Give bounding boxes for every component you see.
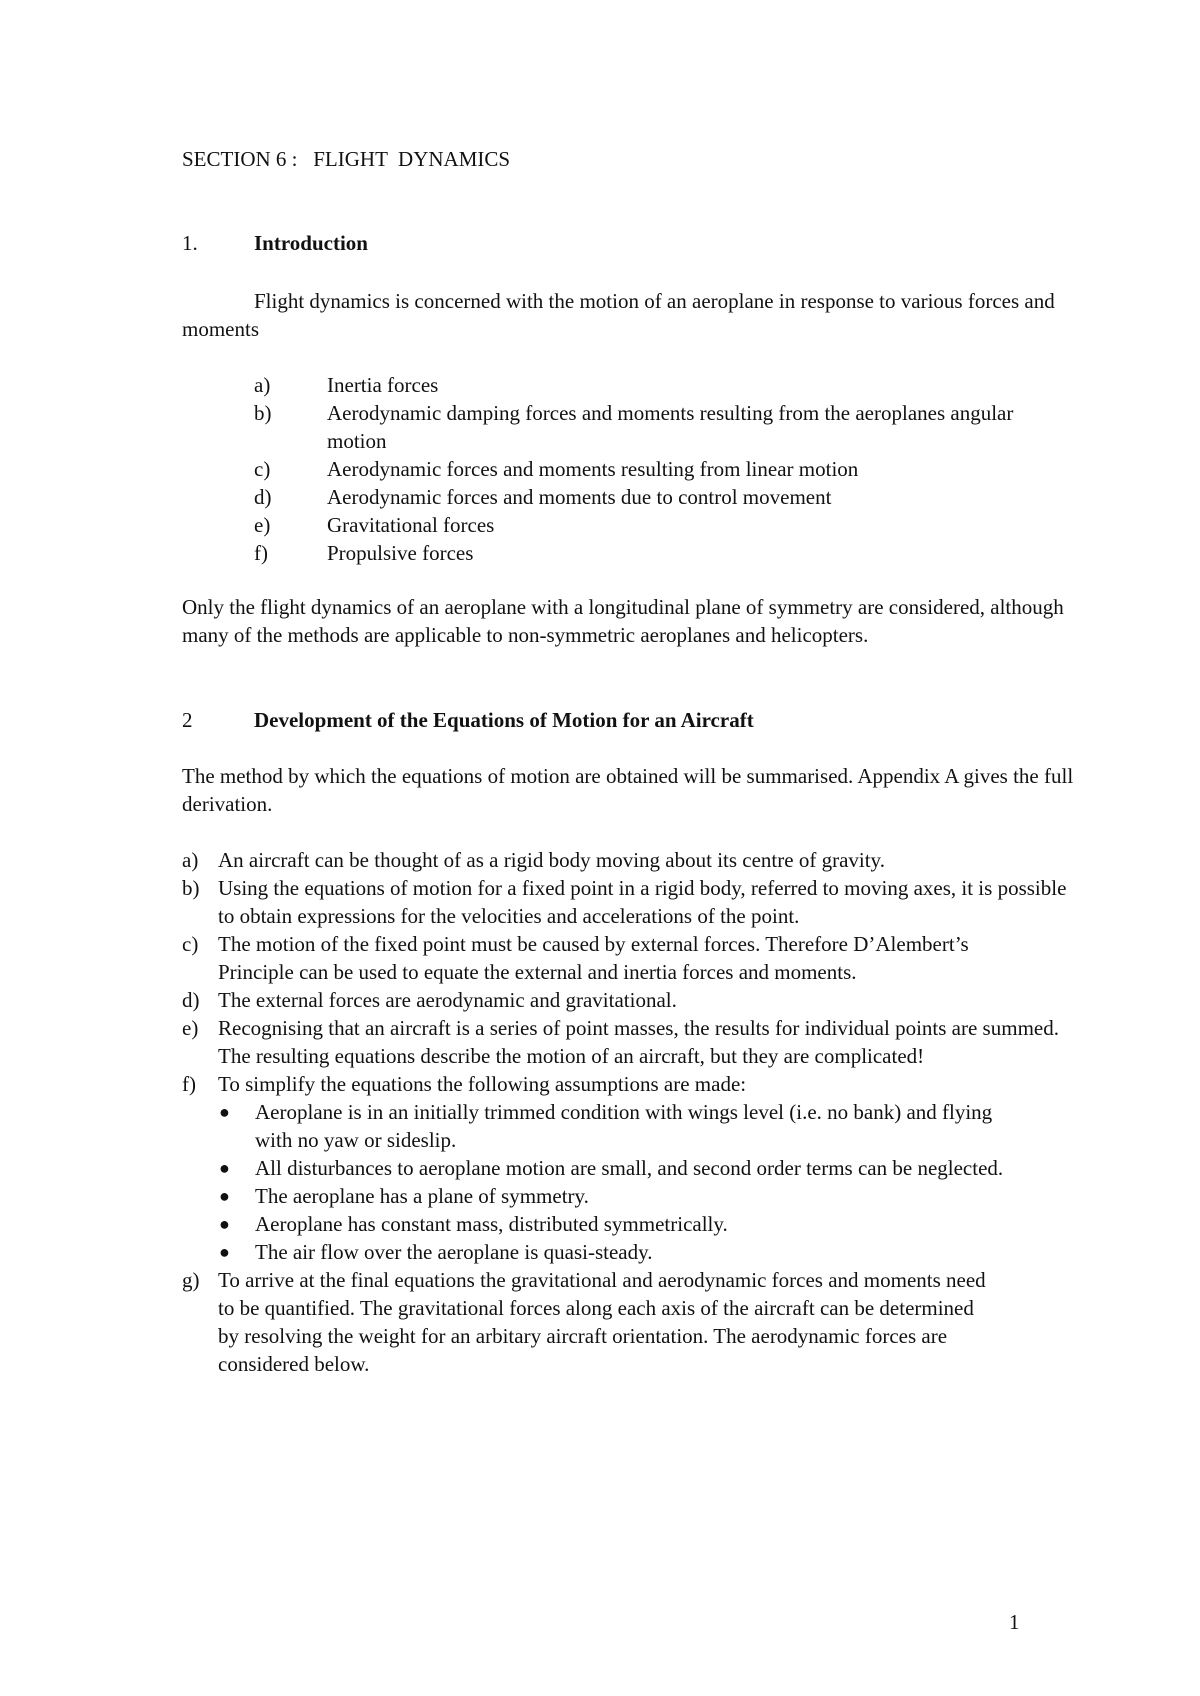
list-item-body [218,1070,1082,1266]
list-item-text: Propulsive forces [327,541,474,565]
bullet-text: All disturbances to aeroplane motion are small, and second order terms can be neglected. [255,1156,1004,1180]
list-item-label: c) [182,932,199,956]
list-item-text: Aerodynamic damping forces and moments resulting from the aeroplanes angular motion [327,401,1014,453]
list-item-text: To simplify the equations the following assumptions are made: [218,1072,747,1096]
list-item-label: b) [182,876,200,900]
derivation-steps-list [182,846,1082,1378]
bullet-text: The air flow over the aeroplane is quasi-steady. [255,1240,653,1264]
list-item-text: Aerodynamic forces and moments due to control movement [327,485,832,509]
list-item-label: g) [182,1268,200,1292]
list-item-text: An aircraft can be thought of as a rigid body moving about its centre of gravity. [218,848,885,872]
list-item [254,511,1074,539]
bullet-icon: ● [219,1242,230,1262]
list-item-label: d) [182,988,200,1012]
list-item [182,874,1082,930]
list-item-text: Recognising that an aircraft is a series of point masses, the results for individual points are summed. The resulting equations describe the motion of an aircraft, but they are complicated! [218,1016,1059,1068]
list-item-text: Using the equations of motion for a fixed point in a rigid body, referred to moving axes, it is possible to obtain expressions for the velocities and accelerations of the point. [218,876,1067,928]
list-item [182,986,1082,1014]
list-item-text: Aerodynamic forces and moments resulting from linear motion [327,457,859,481]
list-item [182,930,1082,986]
list-item-text: Gravitational forces [327,513,495,537]
list-item [254,539,1074,567]
list-item-label: e) [182,1016,199,1040]
bullet-text: Aeroplane has constant mass, distributed symmetrically. [255,1212,728,1236]
list-item-label: e) [254,513,271,537]
list-item-label: f) [182,1072,196,1096]
bullet-icon: ● [219,1186,230,1206]
list-item [254,399,1074,455]
list-item [254,483,1074,511]
list-item [182,1266,1082,1378]
bullet-icon: ● [219,1102,230,1122]
section-title: SECTION 6 : FLIGHT DYNAMICS [182,147,511,171]
list-item-text: To arrive at the final equations the gravitational and aerodynamic forces and moments need to be quantified. The gravitational forces along each axis of the aircraft can be determined by resolving the weight for an arbitary aircraft orientation. The aerodynamic forces are considered below. [218,1268,986,1376]
list-item [182,1014,1082,1070]
list-item [254,371,1074,399]
list-item-text: Inertia forces [327,373,439,397]
list-item [254,455,1074,483]
list-item [182,1070,1082,1266]
list-item [182,846,1082,874]
heading-number-1: 1. [182,231,198,255]
bullet-item [218,1210,1082,1238]
list-item-label: d) [254,485,272,509]
bullet-text: Aeroplane is in an initially trimmed condition with wings level (i.e. no bank) and flying with no yaw or sideslip. [255,1100,993,1152]
intro-paragraph: Flight dynamics is concerned with the motion of an aeroplane in response to various forces and moments [182,289,1055,341]
list-item-label: b) [254,401,272,425]
method-paragraph: The method by which the equations of motion are obtained will be summarised. Appendix A gives the full derivation. [182,764,1074,816]
list-item-label: a) [182,848,199,872]
bullet-icon: ● [219,1214,230,1234]
bullet-item [218,1098,1082,1154]
heading-equations-of-motion: Development of the Equations of Motion for an Aircraft [254,708,754,732]
page-number: 1 [1009,1610,1020,1634]
symmetry-paragraph: Only the flight dynamics of an aeroplane with a longitudinal plane of symmetry are considered, although many of the methods are applicable to non-symmetric aeroplanes and helicopters. [182,595,1064,647]
list-item-label: a) [254,373,271,397]
bullet-item [218,1154,1082,1182]
bullet-item [218,1182,1082,1210]
list-item-label: c) [254,457,271,481]
bullet-text: The aeroplane has a plane of symmetry. [255,1184,589,1208]
list-item-label: f) [254,541,268,565]
heading-introduction: Introduction [254,231,368,255]
assumptions-list [218,1098,1082,1266]
heading-number-2: 2 [182,708,193,732]
bullet-item [218,1238,1082,1266]
list-item-text: The external forces are aerodynamic and gravitational. [218,988,677,1012]
list-item-text: The motion of the fixed point must be caused by external forces. Therefore D’Alembert’s Principle can be used to equate the external and inertia forces and moments. [218,932,969,984]
bullet-icon: ● [219,1158,230,1178]
forces-list [254,371,1074,567]
